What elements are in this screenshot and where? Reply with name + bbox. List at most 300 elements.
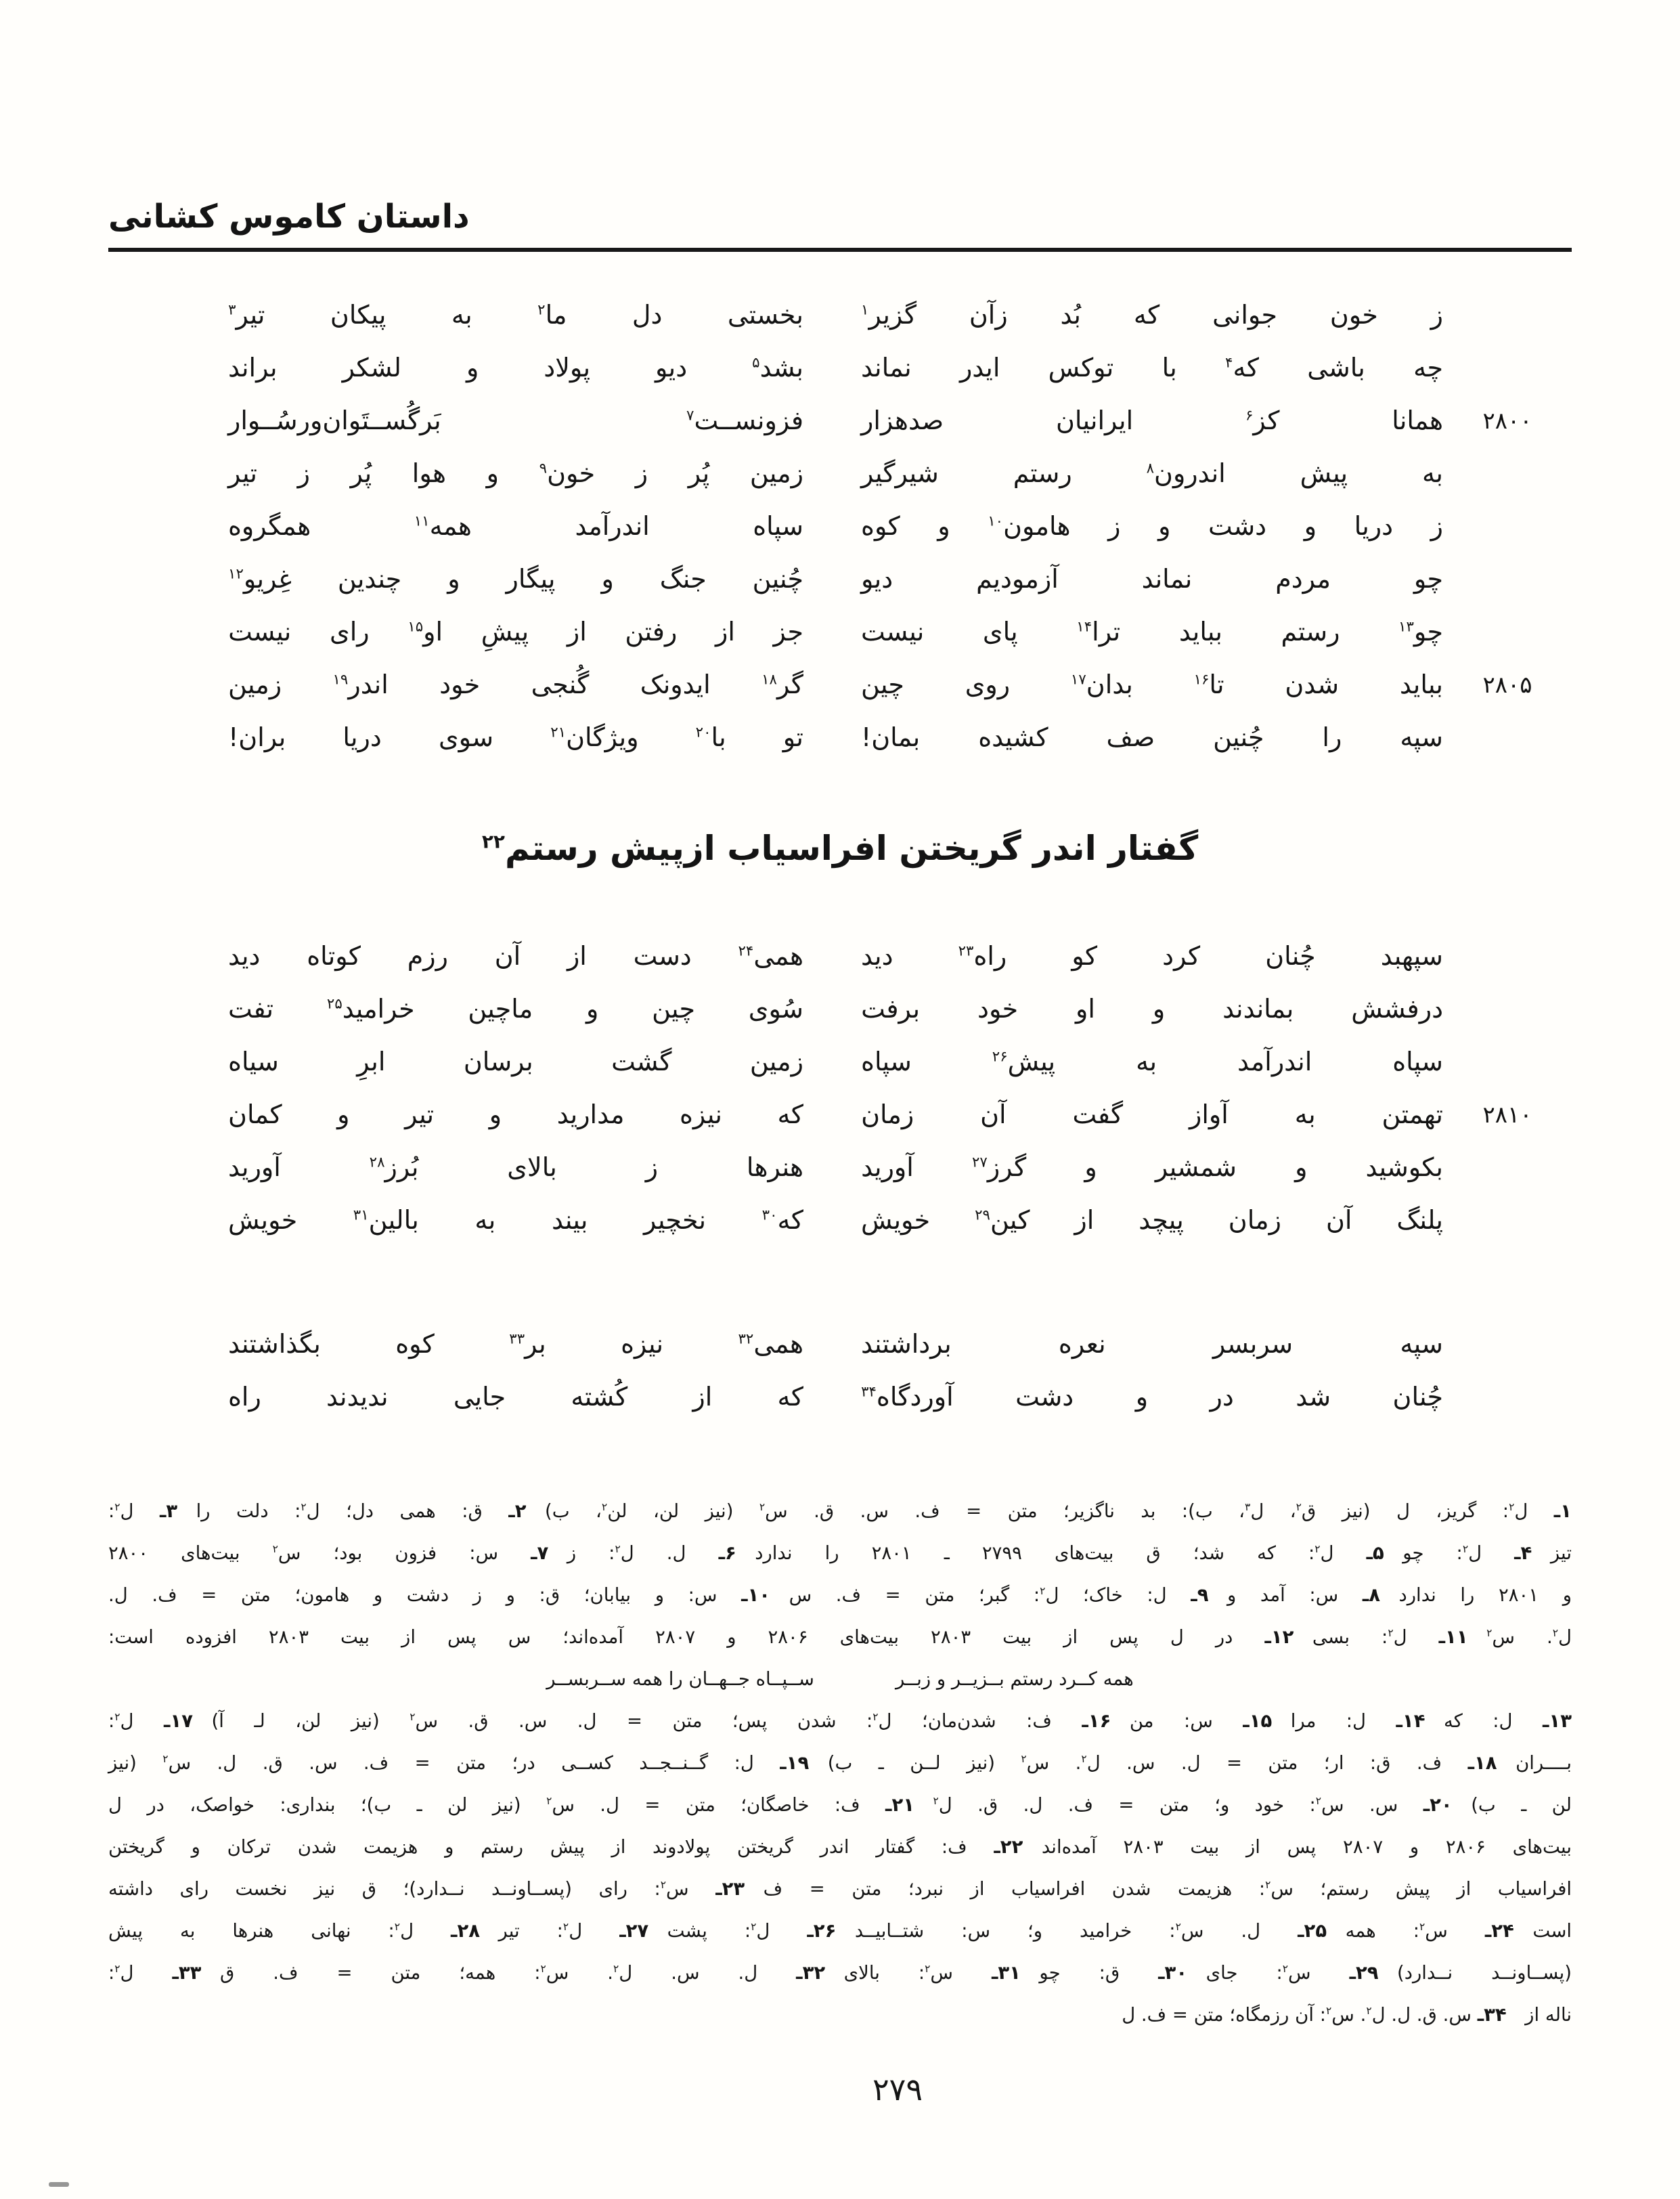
verse-word: دید (861, 941, 893, 972)
hemistich-left (228, 993, 803, 1026)
verse-word: که (777, 1100, 803, 1130)
footnote-ref: ۱۲ (228, 565, 244, 583)
verse-word: که$^۴$ (1225, 353, 1259, 383)
hemistich-right (861, 1046, 1443, 1079)
footnote-ref: ۲ (615, 1542, 621, 1555)
hemistich-left (228, 1381, 803, 1414)
verse-word: نیزه (621, 1329, 664, 1359)
verse-word: سربسر (1212, 1329, 1294, 1359)
verse-word: بکوشید (1365, 1152, 1443, 1183)
hemistich-left (228, 299, 803, 332)
apparatus-entry-number: ۱۲ـ (1264, 1626, 1294, 1648)
verse-word: آن (494, 941, 521, 972)
verse-word: رستم (1013, 458, 1072, 489)
verse-word: و (601, 564, 614, 594)
apparatus-line: ۱۳ـ ل: که ۱۴ـ ل: مرا ۱۵ـ س: من ۱۶ـ ف: شدن‌مان؛ ل$^۲$: شدن پس؛ متن = ل. س. ق. س$^۲$ (نیز لن، لـ آ) ۱۷ـ ل$^۲$: (108, 1710, 1572, 1732)
footnote-ref: ۲ (546, 1794, 552, 1807)
verse-word: کوتاه (307, 941, 361, 972)
verse-word: ز (297, 458, 310, 489)
verse-word: و (337, 1100, 350, 1130)
hemistich-right (861, 616, 1443, 649)
footnote-ref: ۲ (394, 1920, 401, 1933)
verse-word: دریا (342, 722, 382, 753)
verse-word: گفت (1072, 1100, 1124, 1130)
verse-word: بُرز$^{۲۸}$ (369, 1152, 419, 1183)
hemistich-right (861, 993, 1443, 1026)
verse-row (108, 342, 1572, 395)
verse-word: و (486, 458, 500, 489)
verse-word: پولاد (544, 353, 591, 383)
apparatus-line: ۱ـ ل$^۲$: گریز، ل (نیز ق$^۲$، ل$^۳$، ب): بد ناگزیر؛ متن = ف. س. ق. س$^۲$ (نیز لن، لن$^۲$، ب) ۲ـ ق: همی دل؛ ل$^۲$: دلت را ۳ـ ل$^۲$: (108, 1500, 1572, 1522)
apparatus-line: بیت‌های ۲۸۰۶ و ۲۸۰۷ پس از بیت ۲۸۰۳ آمده‌اند ۲۲ـ ف: گفتار اندر گریختن پولادوند از پیش رستم و هزیمت شدن ترکان و گریختن (108, 1836, 1572, 1858)
hemistich-left (228, 563, 803, 596)
verse-word: پیش (1300, 458, 1348, 489)
verse-row (108, 1194, 1572, 1247)
verse-word: نیست (861, 617, 925, 647)
verse-word: برداشتند (861, 1329, 952, 1359)
verse-word: شدن (1285, 670, 1340, 700)
footnote-ref: ۲ (1462, 1542, 1469, 1555)
verse-word: از (692, 1382, 713, 1412)
verse-word: ایدر (959, 353, 1000, 383)
hemistich-right (861, 1152, 1443, 1184)
apparatus-entry-number: ۲۳ـ (715, 1878, 745, 1900)
verse-word: چو$^{۱۳}$ (1398, 617, 1443, 647)
verse-word: بماندند (1222, 994, 1294, 1024)
apparatus-line: ل$^۲$. س$^۲$ ۱۱ـ ل$^۲$: بسی ۱۲ـ در ل پس از بیت ۲۸۰۳ بیت‌های ۲۸۰۶ و ۲۸۰۷ آمده‌اند؛ س پس از بیت ۲۸۰۳ افزوده است: (108, 1626, 1572, 1648)
hemistich-left (228, 1152, 803, 1184)
verse-word: چندین (337, 564, 402, 594)
verse-word: بالای (507, 1152, 557, 1183)
verse-word: بدان$^{۱۷}$ (1070, 670, 1133, 700)
verse-word: دریا (1354, 511, 1394, 542)
verse-word: راه (228, 1382, 261, 1412)
hemistich-right (861, 1381, 1443, 1414)
verse-row (108, 395, 1572, 448)
footnote-ref: ۱۰ (988, 513, 1004, 530)
verse-word: و (1158, 511, 1171, 542)
apparatus-entry-number: ۱۹ـ (780, 1752, 810, 1774)
footnote-ref: ۲ (1296, 1500, 1302, 1513)
hemistich-right (861, 510, 1443, 543)
verse-word: کوه (395, 1329, 435, 1359)
verse-word: آواز (1189, 1100, 1229, 1130)
verse-word: همی$^{۲۴}$ (738, 941, 803, 972)
verse-word: صدهزار (861, 406, 944, 436)
hemistich-left (228, 616, 803, 649)
hemistich-right (861, 352, 1443, 385)
verse-word: و (1152, 994, 1166, 1024)
hemistich-left (228, 405, 803, 437)
verse-word: ماچین (468, 994, 533, 1024)
verse-word: کرد (1162, 941, 1201, 972)
verse-word: چین (861, 670, 904, 700)
verse-word: ما$^۲$ (537, 300, 567, 330)
verse-word: صف (1106, 722, 1155, 753)
verse-word: بر$^{۳۳}$ (509, 1329, 546, 1359)
footnote-ref: ۲ (751, 1920, 757, 1933)
verse-word: با$^{۲۰}$ (695, 722, 726, 753)
apparatus-entry-number: ۶ـ (718, 1542, 736, 1564)
verse-word: مدارید (556, 1100, 625, 1130)
verse-word: ویژگان$^{۲۱}$ (550, 722, 639, 753)
footnote-ref: ۲۴ (738, 942, 754, 960)
verse-word: بُد (1060, 300, 1082, 330)
verse-word: جایی (453, 1382, 506, 1412)
footnote-ref: ۲ (925, 1962, 931, 1975)
hemistich-left (228, 669, 803, 701)
footnote-ref: ۳ (228, 301, 236, 319)
verse-word: پُر (688, 458, 710, 489)
added-verse-right: همه کــرد رستم بــزیــر و زبــر (895, 1668, 1134, 1690)
verse-word: و (937, 511, 950, 542)
verse-word: سپه (1400, 722, 1443, 753)
verse-word: کین$^{۲۹}$ (975, 1205, 1030, 1236)
verse-word: چه (1413, 353, 1443, 383)
verse-word: زمین (749, 1047, 803, 1077)
verse-word: ترا$^{۱۴}$ (1076, 617, 1121, 647)
poem-block-2 (108, 930, 1572, 1247)
verse-number: ۲۸۱۰ (1482, 1102, 1532, 1129)
verse-word: کُشته (571, 1382, 628, 1412)
footnote-ref: ۳ (1245, 1500, 1251, 1513)
verse-word: آورید (861, 1152, 914, 1183)
footnote-ref: ۲ (114, 1500, 120, 1513)
apparatus-entry-number: ۲۹ـ (1349, 1962, 1379, 1984)
verse-word: خون (1329, 300, 1378, 330)
footnote-ref: ۷ (686, 407, 694, 424)
verse-word: رزم (407, 941, 448, 972)
verse-word: بشد$^۵$ (752, 353, 803, 383)
page-title: داستان کاموس کشانی (108, 198, 470, 236)
footnote-ref: ۵ (752, 354, 760, 372)
apparatus-entry-number: ۲۵ـ (1298, 1920, 1327, 1942)
footnote-ref: ۲ (1175, 1920, 1181, 1933)
footnote-ref: ۲ (114, 1962, 120, 1975)
apparatus-entry-number: ۸ـ (1362, 1584, 1381, 1606)
footnote-ref: ۱۵ (407, 618, 424, 636)
verse-word: پُر (350, 458, 372, 489)
verse-word: که (1133, 300, 1160, 330)
hemistich-right (861, 669, 1443, 701)
verse-word: خویش (228, 1205, 298, 1236)
verse-word: تهمتن (1381, 1100, 1443, 1130)
footnote-ref: ۱۳ (1398, 618, 1414, 636)
scan-artifact (49, 2182, 69, 2187)
verse-word: پیگار (506, 564, 556, 594)
verse-word: چُنین (752, 564, 803, 594)
hemistich-right (861, 1204, 1443, 1237)
verse-word: و (1135, 1382, 1149, 1412)
footnote-ref: ۱ (861, 301, 869, 319)
verse-word: باشی (1307, 353, 1365, 383)
apparatus-line: و ۲۸۰۱ را ندارد ۸ـ س: آمد و ۹ـ ل: خاک؛ ل$^۲$: گبر؛ متن = ف. س ۱۰ـ س: و بیابان؛ ق: و ز دشت و هامون؛ متن = ف. ل. (108, 1584, 1572, 1606)
page-content (108, 0, 1572, 2108)
verse-word: ز (645, 1152, 659, 1183)
footnote-ref: ۲ (1419, 1920, 1425, 1933)
critical-apparatus (108, 1490, 1572, 2036)
hemistich-left (228, 1099, 803, 1131)
verse-number: ۲۸۰۵ (1482, 672, 1532, 699)
verse-word: گشت (611, 1047, 672, 1077)
apparatus-entry-number: ۱۶ـ (1082, 1710, 1111, 1732)
verse-word: شد (1296, 1382, 1331, 1412)
verse-row (108, 606, 1572, 659)
verse-word: به (1422, 458, 1443, 489)
apparatus-entry-number: ۲۰ـ (1423, 1794, 1453, 1816)
verse-word: سپاه (753, 511, 803, 542)
verse-word: بیند (551, 1205, 588, 1236)
verse-word: سپه (1400, 1329, 1443, 1359)
verse-word: مردم (1275, 564, 1331, 594)
verse-word: کو (1071, 941, 1098, 972)
verse-word: نماند (861, 353, 912, 383)
footnote-ref: ۲۳ (958, 942, 974, 960)
verse-word: نعره (1058, 1329, 1106, 1359)
footnote-ref: ۲ (301, 1500, 307, 1513)
hemistich-left (228, 458, 803, 490)
footnote-ref: ۲ (1314, 1542, 1321, 1555)
verse-word: سپاه (1392, 1047, 1443, 1077)
footnote-ref: ۳۳ (509, 1330, 525, 1348)
verse-word: از (567, 941, 587, 972)
apparatus-entry-number: ۳۰ـ (1158, 1962, 1188, 1984)
verse-word: و (585, 994, 599, 1024)
apparatus-entry-number: ۱۰ـ (741, 1584, 771, 1606)
verse-word: گزیر$^۱$ (861, 300, 917, 330)
verse-word: هنرها (746, 1152, 803, 1183)
apparatus-entry-number: ۲۷ـ (619, 1920, 649, 1942)
footnote-ref: ۲ (537, 301, 546, 319)
apparatus-entry-number: ۲۱ـ (885, 1794, 915, 1816)
apparatus-entry-number: ۳۲ـ (796, 1962, 826, 1984)
verse-word: زمین (228, 670, 282, 700)
apparatus-entry-number: ۷ـ (531, 1542, 549, 1564)
footnote-ref: ۱۹ (332, 671, 349, 689)
hemistich-left (228, 940, 803, 973)
verse-word: ندیدند (326, 1382, 389, 1412)
poem-block-1 (108, 289, 1572, 764)
footnote-ref: ۱۸ (761, 671, 777, 689)
verse-word: رستم (1281, 617, 1340, 647)
verse-word: همگروه (228, 511, 311, 542)
apparatus-entry-number: ۳۳ـ (172, 1962, 202, 1984)
verse-row (108, 712, 1572, 764)
verse-row (108, 1141, 1572, 1194)
verse-word: اندرآمد (575, 511, 650, 542)
footnote-ref: ۲ (1315, 1794, 1322, 1807)
verse-word: چو (1413, 564, 1443, 594)
apparatus-entry-number: ۱۴ـ (1396, 1710, 1425, 1732)
verse-word: از (567, 617, 587, 647)
verse-word: ز (1108, 511, 1121, 542)
verse-word: ز (1430, 300, 1443, 330)
verse-row (108, 289, 1572, 342)
apparatus-entry-number: ۲۴ـ (1484, 1920, 1514, 1942)
footnote-ref: ۲ (1282, 1962, 1289, 1975)
verse-word: زمین (749, 458, 803, 489)
verse-word: بالین$^{۳۱}$ (353, 1205, 419, 1236)
verse-number: ۲۸۰۰ (1482, 408, 1532, 435)
footnote-ref: ۲ (601, 1500, 608, 1513)
verse-word: به (451, 300, 472, 330)
hemistich-right (861, 722, 1443, 754)
verse-word: رفتن (625, 617, 678, 647)
footnote-ref: ۲ (1486, 1626, 1493, 1639)
apparatus-entry-number: ۳۴ـ (1477, 2004, 1507, 2026)
verse-row (108, 659, 1572, 712)
verse-word: و (1295, 1152, 1308, 1183)
verse-word: نماند (1141, 564, 1193, 594)
verse-word: دشت (1015, 1382, 1074, 1412)
hemistich-right (861, 1099, 1443, 1131)
verse-word: تیر (405, 1100, 435, 1130)
footnote-ref: ۲ (933, 1794, 939, 1807)
footnote-ref: ۲۲ (481, 830, 506, 853)
apparatus-line: است ۲۴ـ س$^۲$: همه ۲۵ـ ل. س$^۲$: خرامید و؛ س: شتــابیــد ۲۶ـ ل$^۲$: پشت ۲۷ـ ل$^۲$: تیر ۲۸ـ ل$^۲$: نهانی هنرها به پیش (108, 1920, 1572, 1942)
apparatus-line: (پســاونــد نــدارد) ۲۹ـ س$^۲$: جای ۳۰ـ ق: چو ۳۱ـ س$^۲$: بالای ۳۲ـ ل. س. ل$^۲$. س$^۲$: همه؛ متن = ف. ق ۳۳ـ ل$^۲$: (108, 1962, 1572, 1984)
verse-word: تیر (228, 458, 258, 489)
added-verse-left: ســپــاه جــهــان را همه ســربســر (546, 1668, 814, 1690)
verse-word: سپاه (861, 1047, 912, 1077)
verse-word: هوا (412, 458, 447, 489)
verse-word: و (447, 564, 460, 594)
verse-word: فزونســت$^۷$ (686, 406, 803, 436)
verse-word: پیکان (330, 300, 386, 330)
verse-word: لشکر (342, 353, 402, 383)
verse-row (108, 553, 1572, 606)
apparatus-entry-number: ۱۸ـ (1467, 1752, 1497, 1774)
footnote-ref: ۲ (562, 1920, 569, 1933)
verse-word: بگذاشتند (228, 1329, 321, 1359)
verse-word: آورید (228, 1152, 281, 1183)
verse-word: نیزه (680, 1100, 722, 1130)
footnote-ref: ۲ (872, 1710, 879, 1723)
verse-word: همه$^{۱۱}$ (414, 511, 472, 542)
footnote-ref: ۱۷ (1070, 671, 1086, 689)
verse-word: کشیده (978, 722, 1048, 753)
verse-word: پیچد (1139, 1205, 1184, 1236)
hemistich-right (861, 405, 1443, 437)
verse-word: سیاه (228, 1047, 279, 1077)
footnote-ref: ۲ (410, 1710, 416, 1723)
verse-word: و (466, 353, 479, 383)
verse-word: دید (228, 941, 261, 972)
verse-word: بباید (1178, 617, 1222, 647)
apparatus-entry-number: ۴ـ (1514, 1542, 1532, 1564)
footnote-ref: ۲ (1366, 2004, 1372, 2017)
hemistich-right (861, 1328, 1443, 1361)
verse-word: غِریو$^{۱۲}$ (228, 564, 292, 594)
verse-word: ایرانیان (1055, 406, 1134, 436)
verse-word: در (1210, 1382, 1234, 1412)
hemistich-right (861, 299, 1443, 332)
running-head (108, 0, 1572, 252)
verse-word: ز (635, 458, 648, 489)
footnote-ref: ۳۴ (861, 1383, 877, 1401)
verse-word: نیست (228, 617, 292, 647)
apparatus-line: افراسیاب از پیش رستم؛ س$^۲$: هزیمت شدن افراسیاب از نبرد؛ متن = ف ۲۳ـ س$^۲$: رای (پســاونــد نــدارد)؛ ق نیز نخست رای داشته (108, 1878, 1572, 1900)
verse-word: سُوی (748, 994, 803, 1024)
verse-word: ایدونک (640, 670, 711, 700)
verse-word: روی (965, 670, 1011, 700)
apparatus-added-verse (108, 1658, 1572, 1700)
verse-word: جوانی (1212, 300, 1278, 330)
apparatus-entry-number: ۹ـ (1191, 1584, 1209, 1606)
hemistich-left (228, 722, 803, 754)
verse-word: پیش$^{۲۶}$ (992, 1047, 1056, 1077)
footnote-ref: ۸ (1146, 460, 1155, 477)
verse-word: راه$^{۲۳}$ (958, 941, 1007, 972)
verse-row (108, 930, 1572, 983)
verse-word: به (474, 1205, 496, 1236)
verse-word: همی$^{۳۲}$ (738, 1329, 803, 1359)
verse-word: آوردگاه$^{۳۴}$ (861, 1382, 954, 1412)
footnote-ref: ۲ (1021, 1752, 1027, 1765)
verse-row (108, 1036, 1572, 1089)
verse-word: پیشِ (481, 617, 529, 647)
verse-word: دست (633, 941, 692, 972)
verse-word: هامون$^{۱۰}$ (988, 511, 1071, 542)
verse-word: را (1322, 722, 1342, 753)
verse-word: ز (1430, 511, 1443, 542)
verse-word: پای (982, 617, 1018, 647)
verse-word: کوه (861, 511, 900, 542)
verse-word: و (489, 1100, 502, 1130)
footnote-ref: ۲ (114, 1710, 120, 1723)
verse-word: بمان! (861, 722, 921, 753)
section-heading: گفتار اندر گریختن افراسیاب ازپیش رستم$^{۲۲}$ (481, 829, 1199, 868)
verse-word: سوی (438, 722, 494, 753)
footnote-ref: ۲ (660, 1878, 667, 1891)
apparatus-entry-number: ۲۶ـ (807, 1920, 837, 1942)
verse-word: و (1084, 1152, 1097, 1183)
verse-word: چُنین (1213, 722, 1264, 753)
verse-word: آن (1325, 1205, 1352, 1236)
verse-word: اندرون$^۸$ (1146, 458, 1226, 489)
verse-word: توکس (1048, 353, 1114, 383)
apparatus-entry-number: ۲ـ (508, 1500, 527, 1522)
footnote-ref: ۲ (759, 1500, 766, 1513)
footnote-ref: ۲ (1040, 1584, 1046, 1597)
footnote-ref: ۹ (539, 460, 548, 477)
apparatus-entry-number: ۱۳ـ (1543, 1710, 1572, 1732)
hemistich-left (228, 352, 803, 385)
apparatus-entry-number: ۵ـ (1366, 1542, 1384, 1564)
apparatus-entry-number: ۱۱ـ (1438, 1626, 1468, 1648)
verse-word: خود (439, 670, 481, 700)
apparatus-line: تیز ۴ـ ل$^۲$: چو ۵ـ ل$^۲$: که شد؛ ق بیت‌های ۲۷۹۹ ـ ۲۸۰۱ را ندارد ۶ـ ل. ل$^۲$: ز ۷ـ س: فزون بود؛ س$^۲$ بیت‌های ۲۸۰۰ (108, 1542, 1572, 1564)
verse-word: بخستی (727, 300, 803, 330)
verse-word: جز (773, 617, 803, 647)
verse-word: بران! (228, 722, 286, 753)
apparatus-entry-number: ۱۵ـ (1243, 1710, 1273, 1732)
footnote-ref: ۲ (1509, 1500, 1515, 1513)
footnote-ref: ۲۷ (971, 1154, 988, 1171)
verse-row (108, 1089, 1572, 1141)
verse-row (108, 500, 1572, 553)
verse-row (108, 1318, 1572, 1371)
verse-word: گر$^{۱۸}$ (761, 670, 803, 700)
verse-word: کز$^۶$ (1245, 406, 1280, 436)
verse-word: زمان (861, 1100, 914, 1130)
apparatus-line: لن ـ ب) ۲۰ـ س. س$^۲$: خود و؛ متن = ف. ل. ق. ل$^۲$ ۲۱ـ ف: خاصگان؛ متن = ل. س$^۲$ (نیز لن ـ ب)؛ بنداری: خواصک، در ل (108, 1794, 1572, 1816)
verse-word: نخچیر (644, 1205, 707, 1236)
verse-word: جنگ (659, 564, 707, 594)
verse-word: که$^{۳۰}$ (761, 1205, 803, 1236)
verse-word: خویش (861, 1205, 931, 1236)
verse-word: آن (980, 1100, 1007, 1130)
